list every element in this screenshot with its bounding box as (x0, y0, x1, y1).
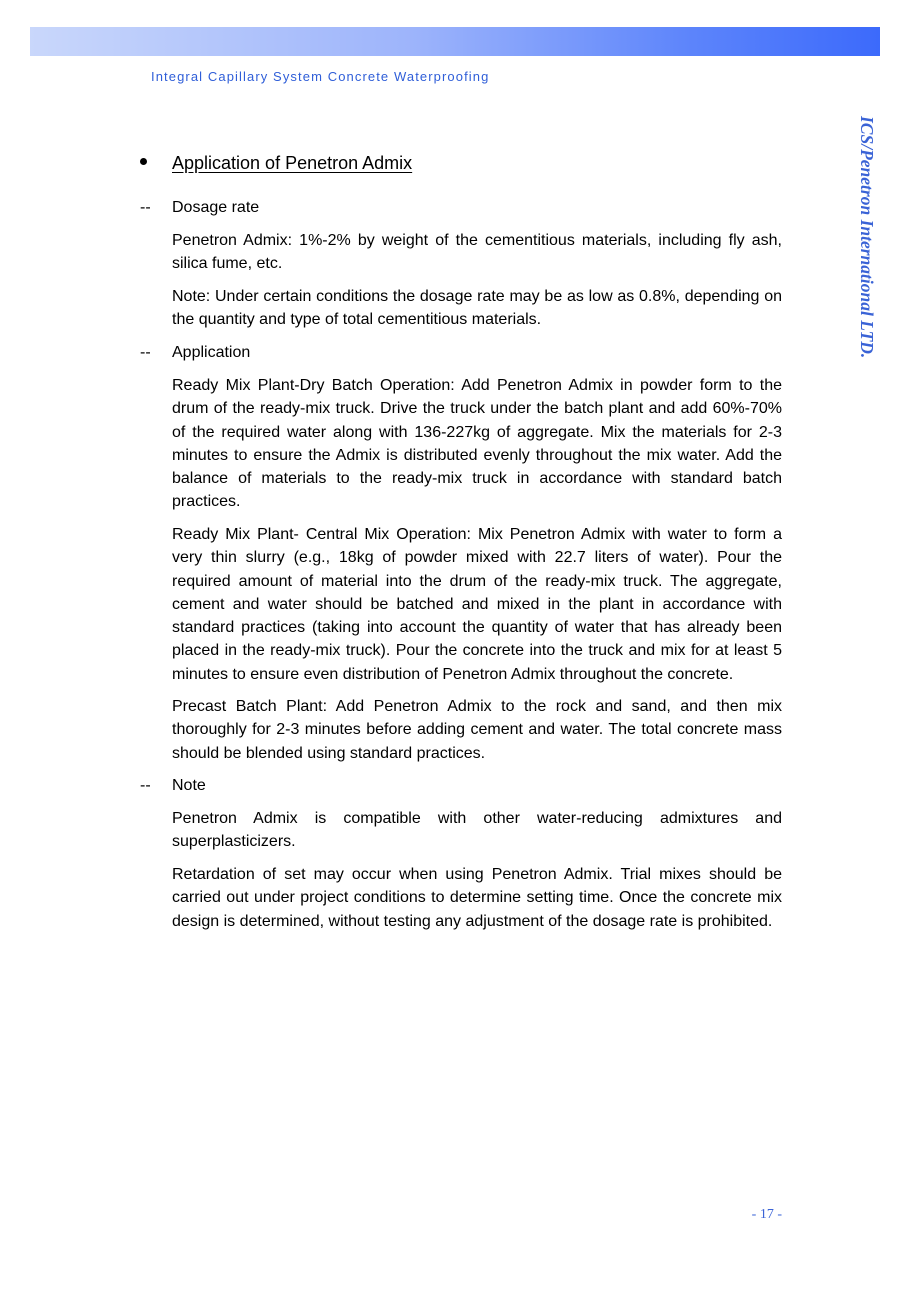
dash-marker: -- (140, 777, 151, 794)
paragraph: Precast Batch Plant: Add Penetron Admix to the rock and sand, and then mix thoroughly for 2-3 minutes before adding cement and water. The total concrete mass should be blended using standard practices. (172, 698, 782, 762)
subsection-dosage-rate (140, 196, 780, 219)
dash-marker: -- (140, 344, 151, 361)
subsection-label: Note (172, 777, 206, 794)
subsection-application (140, 341, 780, 364)
subsection-label: Dosage rate (172, 199, 260, 216)
paragraph: Ready Mix Plant- Central Mix Operation: Mix Penetron Admix with water to form a very thin slurry (e.g., 18kg of powder mixed with 22.7 liters of water). Pour the required amount of material into the drum of the ready-mix truck. The aggregate, cement and water should be batched and mixed in the plant in accordance with standard practices (taking into account the quantity of water that has already been placed in the ready-mix truck). Pour the concrete into the truck and mix for at least 5 minutes to ensure even distribution of Penetron Admix throughout the concrete. (172, 526, 782, 683)
paragraph: Penetron Admix is compatible with other water-reducing admixtures and superplasticizers. (172, 810, 782, 851)
bullet-icon (140, 158, 147, 165)
paragraph: Penetron Admix: 1%-2% by weight of the cementitious materials, including fly ash, silica fume, etc. (172, 232, 782, 273)
company-side-brand: ICS/Penetron International LTD. (857, 116, 877, 359)
paragraph: Retardation of set may occur when using Penetron Admix. Trial mixes should be carried out under project conditions to determine setting time. Once the concrete mix design is determined, without testing any adjustment of the dosage rate is prohibited. (172, 866, 782, 930)
subsection-label: Application (172, 344, 251, 361)
paragraph: Ready Mix Plant-Dry Batch Operation: Add Penetron Admix in powder form to the drum of the ready-mix truck. Drive the truck under the batch plant and add 60%-70% of the required water along with 136-227kg of aggregate. Mix the materials for 2-3 minutes to ensure the Admix is distributed evenly throughout the mix water. Add the balance of materials to the ready-mix truck in accordance with standard batch practices. (172, 377, 782, 511)
section-heading-row (140, 151, 780, 177)
section-heading: Application of Penetron Admix (172, 153, 413, 173)
page-number: - 17 - (751, 1207, 782, 1222)
dash-marker: -- (140, 199, 151, 216)
subsection-note (140, 774, 780, 797)
paragraph: Note: Under certain conditions the dosage rate may be as low as 0.8%, depending on the quantity and type of total cementitious materials. (172, 288, 782, 329)
document-header-title: Integral Capillary System Concrete Waterproofing (151, 69, 490, 84)
header-gradient-bar (30, 27, 880, 56)
